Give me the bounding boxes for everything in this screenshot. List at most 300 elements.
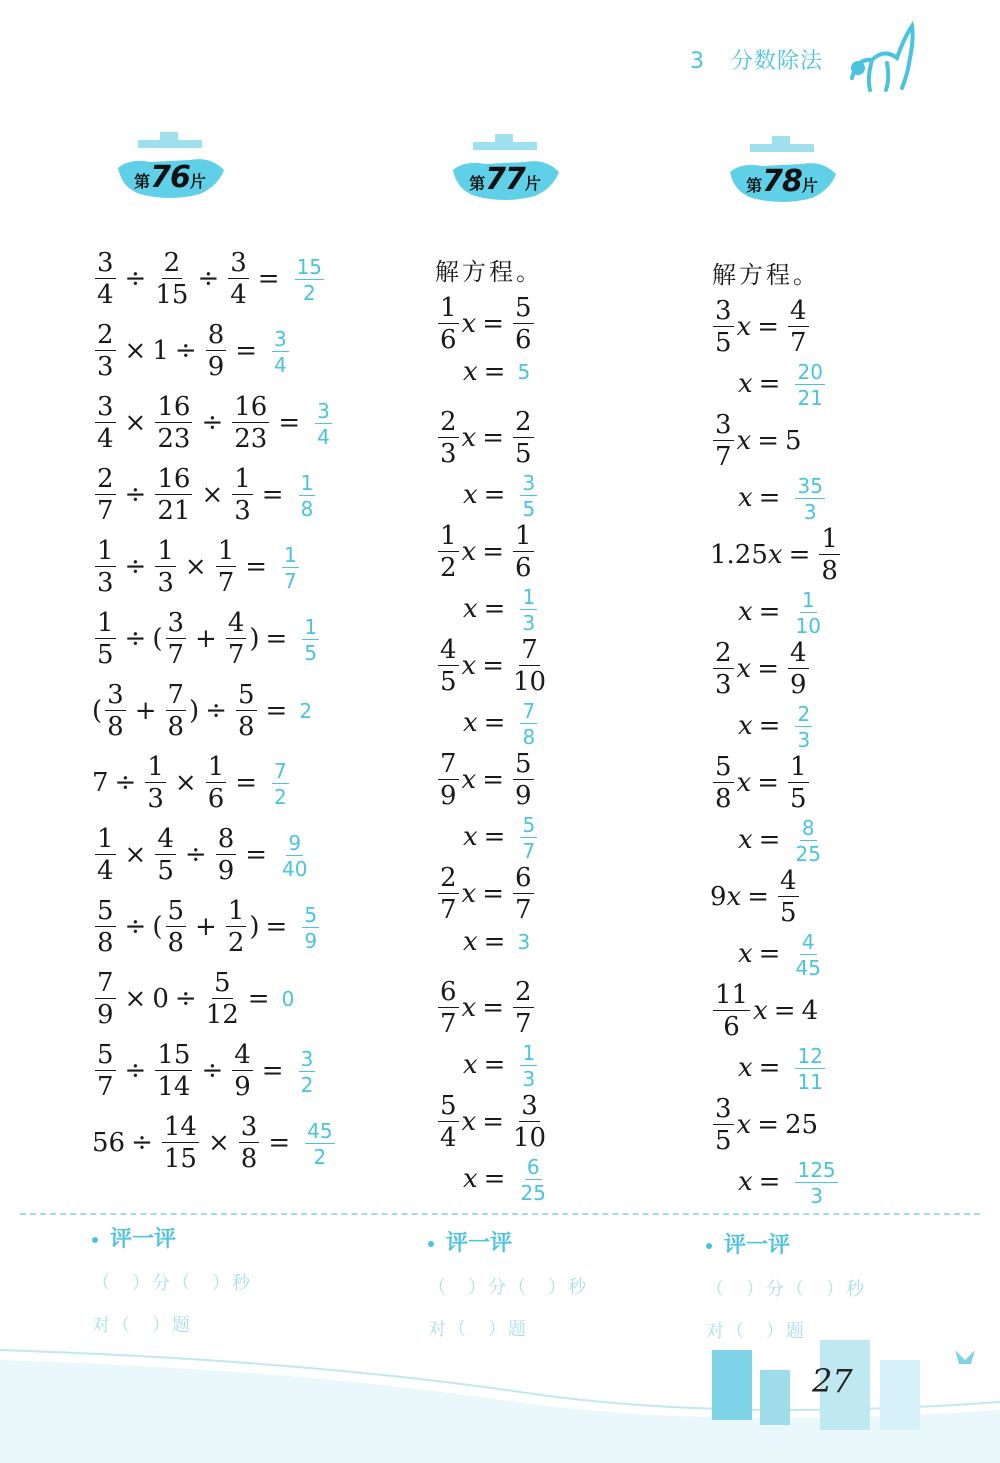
operator: × xyxy=(201,480,224,510)
badge-label xyxy=(722,164,842,199)
numerator: 16 xyxy=(157,464,191,494)
numerator: 2 xyxy=(440,863,457,893)
denominator: 9 xyxy=(234,1072,251,1102)
equation-row xyxy=(710,298,812,356)
section-number: 3 xyxy=(690,49,705,74)
denominator: 6 xyxy=(440,325,457,355)
solution-row xyxy=(463,699,540,747)
denominator: 7 xyxy=(515,1009,532,1039)
denominator: 2 xyxy=(227,928,245,958)
numerator: 8 xyxy=(217,824,235,854)
numerator: 2 xyxy=(715,638,732,668)
numerator: 3 xyxy=(274,327,287,351)
denominator: 5 xyxy=(522,497,536,521)
operator: ÷ xyxy=(174,336,197,366)
operator: = xyxy=(261,480,284,510)
operator: × xyxy=(124,840,147,870)
numerator: 1 xyxy=(217,536,235,566)
solution-row xyxy=(463,927,530,957)
number: 56 xyxy=(92,1128,126,1158)
answer xyxy=(792,588,823,636)
denominator: 3 xyxy=(522,611,536,635)
exercise-row xyxy=(92,1042,318,1100)
fraction xyxy=(232,466,253,524)
numerator: 1 xyxy=(97,608,114,638)
denominator: 8 xyxy=(167,928,185,958)
fraction xyxy=(95,466,116,524)
fraction xyxy=(216,538,237,596)
number: 1 xyxy=(152,336,169,366)
operator: = xyxy=(483,1050,506,1080)
denominator: 9 xyxy=(217,856,235,886)
exercise-row xyxy=(92,394,335,452)
variable-x: x xyxy=(461,1107,477,1137)
numerator: 5 xyxy=(97,896,114,926)
denominator: 8 xyxy=(167,712,185,742)
numerator: 9 xyxy=(288,831,302,855)
fraction xyxy=(713,412,734,470)
fraction xyxy=(105,682,126,740)
operator: = xyxy=(482,537,505,567)
denominator: 10 xyxy=(795,614,821,638)
numerator: 5 xyxy=(213,968,231,998)
fraction xyxy=(520,815,537,861)
numerator: 1 xyxy=(227,896,245,926)
operator: = xyxy=(265,696,288,726)
numerator: 6 xyxy=(440,977,457,1007)
denominator: 8 xyxy=(240,1144,258,1174)
numerator: 3 xyxy=(97,392,114,422)
numerator: 1 xyxy=(284,543,297,567)
fraction xyxy=(302,905,319,951)
denominator: 7 xyxy=(217,568,235,598)
fraction xyxy=(166,682,187,740)
fraction xyxy=(438,979,459,1037)
denominator: 4 xyxy=(440,1123,457,1153)
fraction xyxy=(788,754,809,812)
numerator: 15 xyxy=(296,255,323,279)
fraction xyxy=(713,982,750,1040)
numerator: 7 xyxy=(167,680,185,710)
denominator: 8 xyxy=(107,712,124,742)
denominator: 3 xyxy=(715,670,732,700)
solution-row xyxy=(738,588,824,636)
exercise-row xyxy=(92,466,318,524)
denominator: 3 xyxy=(234,496,251,526)
fraction xyxy=(795,1046,824,1092)
equation-row xyxy=(710,1096,818,1154)
denominator: 3 xyxy=(97,352,114,382)
operator: × xyxy=(207,1128,230,1158)
review-title: 评一评 xyxy=(428,1226,588,1257)
exercise-row xyxy=(92,1114,338,1172)
paren: ) xyxy=(249,912,260,942)
denominator: 25 xyxy=(795,842,821,866)
numerator: 1 xyxy=(821,524,838,554)
numerator: 5 xyxy=(515,293,532,323)
operator: = xyxy=(482,309,505,339)
fraction xyxy=(513,865,534,923)
fraction xyxy=(795,1160,837,1206)
operator: = xyxy=(758,711,781,741)
denominator: 6 xyxy=(515,325,532,355)
fraction xyxy=(226,898,247,956)
fraction xyxy=(236,682,257,740)
fraction xyxy=(282,545,299,591)
numerator: 11 xyxy=(715,980,749,1010)
numerator: 4 xyxy=(790,638,807,668)
numerator: 15 xyxy=(157,1040,191,1070)
denominator: 10 xyxy=(513,1123,547,1153)
operator: = xyxy=(757,426,780,456)
denominator: 7 xyxy=(440,1009,457,1039)
page-number: 27 xyxy=(812,1362,853,1400)
denominator: 5 xyxy=(515,439,532,469)
fraction xyxy=(166,610,187,668)
denominator: 4 xyxy=(274,353,287,377)
number: 25 xyxy=(785,1110,819,1140)
denominator: 3 xyxy=(97,568,114,598)
operator: ÷ xyxy=(197,264,220,294)
fraction xyxy=(95,826,116,884)
solution-row xyxy=(738,1158,841,1206)
fraction xyxy=(95,970,116,1028)
paren: ( xyxy=(92,696,103,726)
answer xyxy=(279,543,302,591)
numerator: 2 xyxy=(515,977,532,1007)
exercise-row xyxy=(92,610,322,668)
answer xyxy=(792,360,827,408)
operator: ÷ xyxy=(124,552,147,582)
fraction xyxy=(95,322,116,380)
number: 9 xyxy=(710,882,727,912)
denominator: 9 xyxy=(790,670,807,700)
answer xyxy=(299,699,312,723)
numerator: 3 xyxy=(715,1094,732,1124)
answer xyxy=(517,585,540,633)
number: 7 xyxy=(92,768,109,798)
operator: × xyxy=(124,408,147,438)
answer xyxy=(299,615,322,663)
paren: ( xyxy=(152,624,163,654)
variable-x: x xyxy=(461,423,477,453)
fraction xyxy=(95,898,116,956)
operator: = xyxy=(245,840,268,870)
operator: ÷ xyxy=(124,912,147,942)
fraction xyxy=(795,704,812,750)
operator: ÷ xyxy=(124,480,147,510)
operator: + xyxy=(134,696,157,726)
denominator: 6 xyxy=(723,1012,740,1042)
fraction xyxy=(713,1096,734,1154)
badge-prefix: 第 xyxy=(746,176,763,195)
answer xyxy=(792,474,827,522)
denominator: 5 xyxy=(780,898,797,928)
dashed-divider xyxy=(20,1213,980,1215)
denominator: 7 xyxy=(715,442,732,472)
denominator: 15 xyxy=(155,280,189,310)
numerator: 35 xyxy=(797,474,823,498)
denominator: 7 xyxy=(167,640,185,670)
operator: = xyxy=(483,594,506,624)
solution-row xyxy=(463,471,540,519)
numerator: 5 xyxy=(304,903,318,927)
answer xyxy=(792,816,823,864)
equation-row xyxy=(710,754,812,812)
variable-x: x xyxy=(738,939,753,969)
operator: = xyxy=(483,480,506,510)
fraction xyxy=(226,610,247,668)
operator: × xyxy=(174,768,197,798)
numerator: 125 xyxy=(797,1158,836,1182)
denominator: 7 xyxy=(97,496,114,526)
fraction xyxy=(438,637,459,695)
badge-suffix: 片 xyxy=(189,172,206,191)
numerator: 2 xyxy=(163,248,181,278)
answer xyxy=(269,327,292,375)
numerator: 4 xyxy=(227,608,245,638)
operator: ÷ xyxy=(124,624,147,654)
denominator: 14 xyxy=(157,1072,191,1102)
numerator: 2 xyxy=(515,407,532,437)
equation-row xyxy=(710,868,802,926)
fraction xyxy=(795,932,820,978)
fraction xyxy=(206,970,239,1028)
fraction xyxy=(95,538,116,596)
variable-x: x xyxy=(738,1053,753,1083)
review-correct: 对（ ）题 xyxy=(428,1319,528,1340)
solution-row xyxy=(463,1155,549,1203)
operator: = xyxy=(482,879,505,909)
answer xyxy=(792,702,815,750)
fraction xyxy=(272,329,289,375)
denominator: 5 xyxy=(97,640,114,670)
operator: = xyxy=(757,312,780,342)
denominator: 2 xyxy=(300,1073,314,1097)
variable-x: x xyxy=(726,882,742,912)
numerator: 1 xyxy=(440,521,457,551)
numerator: 1 xyxy=(97,824,114,854)
denominator: 9 xyxy=(97,1000,114,1030)
numerator: 12 xyxy=(797,1044,823,1068)
denominator: 2 xyxy=(302,281,316,305)
numerator: 4 xyxy=(780,866,797,896)
fraction xyxy=(778,868,799,926)
operator: = xyxy=(483,927,506,957)
variable-x: x xyxy=(461,765,477,795)
variable-x: x xyxy=(738,369,753,399)
answer xyxy=(792,930,823,978)
review-block-78 xyxy=(706,1228,866,1343)
review-time: （ ）分（ ）秒 xyxy=(428,1277,588,1298)
denominator: 9 xyxy=(207,352,225,382)
numerator: 1 xyxy=(801,588,815,612)
denominator: 8 xyxy=(715,784,732,814)
denominator: 7 xyxy=(284,569,297,593)
answer xyxy=(282,987,295,1011)
badge-suffix: 片 xyxy=(524,174,541,193)
numerator: 4 xyxy=(801,930,815,954)
solution-row xyxy=(738,1044,828,1092)
variable-x: x xyxy=(738,483,753,513)
numerator: 2 xyxy=(97,320,114,350)
operator: = xyxy=(482,651,505,681)
exercise-row xyxy=(92,322,292,380)
fraction xyxy=(295,257,324,303)
bullet-icon xyxy=(428,1241,434,1247)
fraction xyxy=(520,473,537,519)
fraction xyxy=(438,295,459,353)
denominator: 3 xyxy=(797,728,811,752)
equation-row xyxy=(710,526,843,584)
fraction xyxy=(520,701,537,747)
denominator: 6 xyxy=(207,784,225,814)
numerator: 20 xyxy=(797,360,823,384)
variable-x: x xyxy=(463,1050,478,1080)
numerator: 8 xyxy=(207,320,225,350)
numerator: 1 xyxy=(147,752,164,782)
denominator: 21 xyxy=(157,496,191,526)
numerator: 2 xyxy=(440,407,457,437)
operator: = xyxy=(265,912,288,942)
operator: = xyxy=(747,882,770,912)
fraction xyxy=(513,1093,546,1151)
variable-x: x xyxy=(461,309,477,339)
operator: ÷ xyxy=(184,840,207,870)
review-correct: 对（ ）题 xyxy=(706,1321,806,1342)
fraction xyxy=(166,898,187,956)
numerator: 3 xyxy=(230,248,247,278)
variable-x: x xyxy=(736,312,752,342)
paren: ) xyxy=(189,696,200,726)
variable-x: x xyxy=(738,1167,753,1197)
numerator: 5 xyxy=(440,1091,457,1121)
exercise-row xyxy=(92,898,322,956)
fraction xyxy=(513,979,534,1037)
denominator: 8 xyxy=(300,497,314,521)
fraction xyxy=(795,362,824,408)
operator: × xyxy=(124,984,147,1014)
fraction xyxy=(155,1042,192,1100)
numerator: 45 xyxy=(307,1119,333,1143)
numerator: 3 xyxy=(107,680,124,710)
variable-x: x xyxy=(767,540,783,570)
number: 2 xyxy=(299,699,313,723)
fraction xyxy=(232,1042,253,1100)
numerator: 1 xyxy=(515,521,532,551)
operator: ÷ xyxy=(131,1128,153,1158)
answer xyxy=(792,1158,840,1206)
denominator: 7 xyxy=(440,895,457,925)
numerator: 1 xyxy=(234,464,251,494)
numerator: 4 xyxy=(440,635,457,665)
fraction xyxy=(788,298,809,356)
exercise-row xyxy=(92,970,294,1028)
number: 0 xyxy=(152,984,169,1014)
operator: = xyxy=(483,708,506,738)
solution-row xyxy=(738,816,824,864)
badge-label xyxy=(445,162,565,197)
numerator: 1 xyxy=(790,752,807,782)
numerator: 7 xyxy=(97,968,114,998)
fraction xyxy=(232,394,269,452)
variable-x: x xyxy=(736,654,752,684)
numerator: 3 xyxy=(300,1047,314,1071)
fraction xyxy=(513,523,534,581)
operator: + xyxy=(195,912,217,942)
review-correct: 对（ ）题 xyxy=(92,1315,192,1336)
denominator: 3 xyxy=(157,568,174,598)
operator: = xyxy=(265,624,288,654)
numerator: 6 xyxy=(526,1155,540,1179)
fraction xyxy=(513,751,534,809)
review-block-76 xyxy=(92,1222,252,1337)
operator: = xyxy=(788,540,811,570)
denominator: 23 xyxy=(234,424,268,454)
denominator: 12 xyxy=(205,1000,239,1030)
denominator: 23 xyxy=(157,424,191,454)
variable-x: x xyxy=(736,1110,752,1140)
numerator: 4 xyxy=(790,296,807,326)
fraction xyxy=(520,1157,545,1203)
fraction xyxy=(795,590,820,636)
denominator: 5 xyxy=(157,856,174,886)
fraction xyxy=(155,538,176,596)
answer xyxy=(517,1155,548,1203)
answer xyxy=(296,1047,319,1095)
operator: = xyxy=(482,1107,505,1137)
numerator: 1 xyxy=(522,585,536,609)
equation-row xyxy=(435,751,537,809)
col2-title: 解方程。 xyxy=(435,258,543,286)
equation-row xyxy=(435,1093,549,1151)
denominator: 7 xyxy=(97,1072,114,1102)
badge-number: 76 xyxy=(150,160,190,195)
numerator: 5 xyxy=(167,896,185,926)
equation-row xyxy=(710,982,818,1040)
denominator: 10 xyxy=(513,667,547,697)
denominator: 2 xyxy=(313,1145,327,1169)
fraction xyxy=(513,637,546,695)
review-time: （ ）分（ ）秒 xyxy=(706,1279,866,1300)
denominator: 2 xyxy=(274,785,287,809)
equation-row xyxy=(435,637,549,695)
operator: = xyxy=(758,939,781,969)
numerator: 2 xyxy=(797,702,811,726)
denominator: 45 xyxy=(795,956,821,980)
fraction xyxy=(795,476,824,522)
fraction xyxy=(713,754,734,812)
operator: ÷ xyxy=(174,984,197,1014)
answer xyxy=(517,930,530,954)
operator: ÷ xyxy=(124,1056,147,1086)
operator: = xyxy=(758,369,781,399)
fraction xyxy=(206,322,227,380)
exercise-row xyxy=(92,682,312,740)
fraction xyxy=(713,640,734,698)
answer xyxy=(517,699,540,747)
badge-number: 77 xyxy=(485,162,525,197)
denominator: 9 xyxy=(515,781,532,811)
variable-x: x xyxy=(461,651,477,681)
fraction xyxy=(239,1114,260,1172)
denominator: 4 xyxy=(97,280,114,310)
answer xyxy=(517,1041,540,1089)
denominator: 4 xyxy=(97,856,114,886)
fraction xyxy=(155,250,188,308)
equation-row xyxy=(435,409,537,467)
denominator: 40 xyxy=(282,857,308,881)
